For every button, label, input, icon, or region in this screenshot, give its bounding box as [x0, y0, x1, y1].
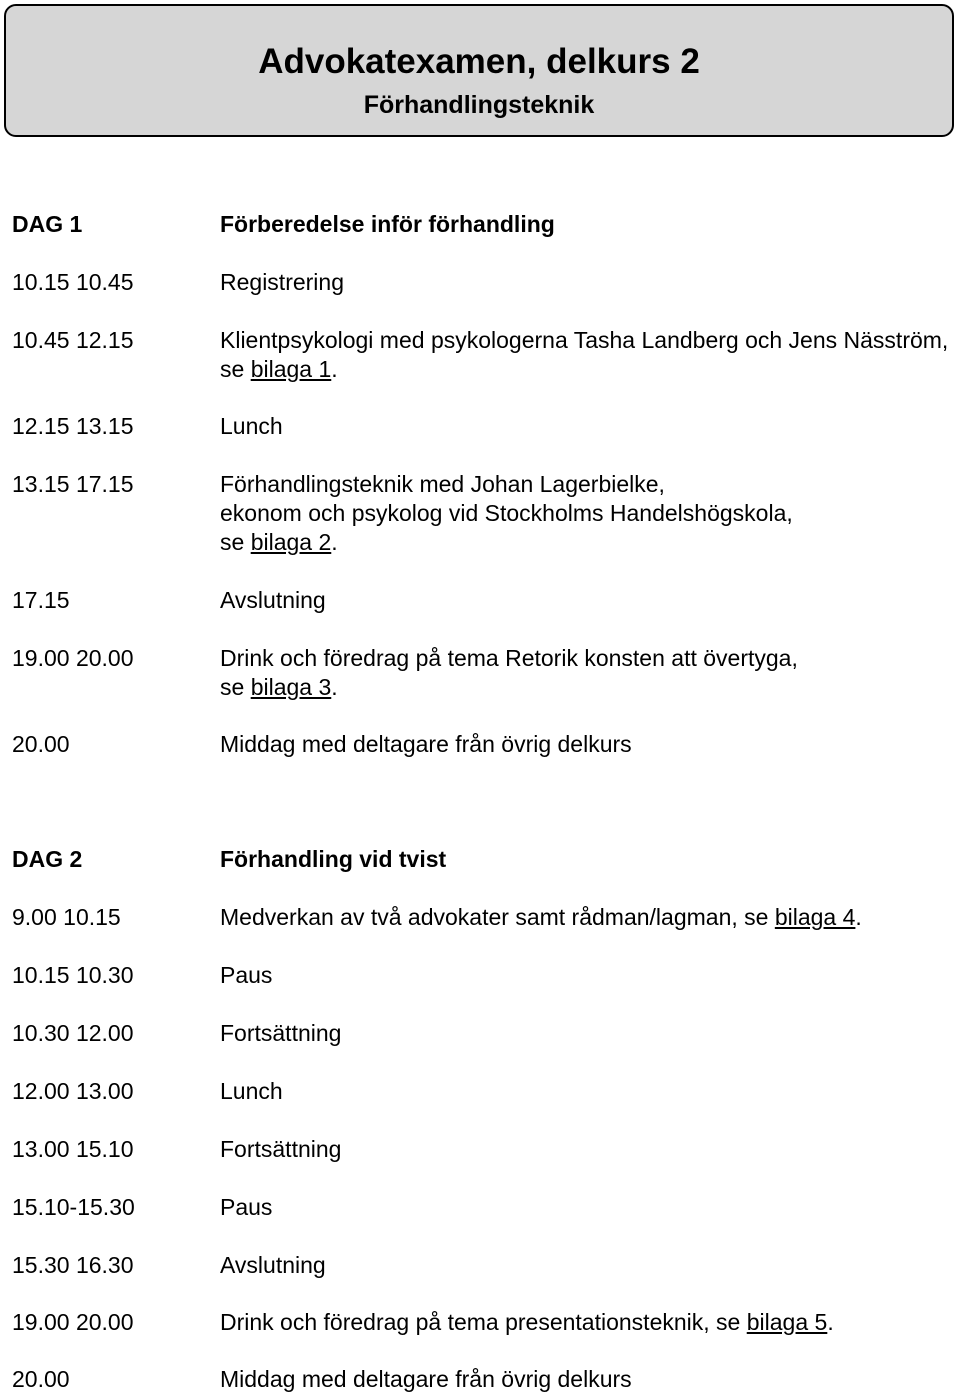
- row-text: Lunch: [220, 1078, 283, 1104]
- row-description: [220, 903, 950, 932]
- row-text-line3: [220, 528, 950, 557]
- row-time: 20.00: [12, 1366, 70, 1392]
- row-time: 15.10-15.30: [12, 1194, 135, 1220]
- row-text: Drink och föredrag på tema Retorik konsten att övertyga,: [220, 645, 798, 671]
- row-time: 17.15: [12, 587, 70, 613]
- row-text-suffix: .: [331, 674, 338, 700]
- day1-label: DAG 1: [12, 211, 83, 237]
- row-time: 12.15 13.15: [12, 413, 134, 439]
- row-time: 13.00 15.10: [12, 1136, 134, 1162]
- row-description: [220, 1308, 950, 1337]
- row-text-suffix: .: [331, 529, 338, 555]
- row-text-suffix: .: [855, 904, 862, 930]
- row-text-prefix: se: [220, 529, 251, 555]
- row-text: Klientpsykologi med psykologerna Tasha Landberg och Jens Näsström, se: [220, 327, 949, 382]
- row-time: 20.00: [12, 731, 70, 757]
- row-time: 10.15 10.30: [12, 962, 134, 988]
- row-text: Avslutning: [220, 1252, 326, 1278]
- row-text: Drink och föredrag på tema presentationsteknik, se: [220, 1309, 747, 1335]
- bilaga-link[interactable]: bilaga 1: [250, 356, 332, 382]
- row-text-line2: [220, 673, 950, 702]
- row-time: 12.00 13.00: [12, 1078, 134, 1104]
- row-text: Avslutning: [220, 587, 326, 613]
- row-text: Förhandlingsteknik med Johan Lagerbielke,: [220, 471, 665, 497]
- row-time: 10.15 10.45: [12, 269, 134, 295]
- row-description: [220, 644, 950, 702]
- row-text: Medverkan av två advokater samt rådman/lagman, se: [220, 904, 775, 930]
- bilaga-link[interactable]: bilaga 4: [774, 904, 856, 930]
- row-time: 15.30 16.30: [12, 1252, 134, 1278]
- page-title: Advokatexamen, delkurs 2: [258, 42, 700, 81]
- row-time: 10.30 12.00: [12, 1020, 134, 1046]
- row-text-suffix: .: [331, 356, 338, 382]
- row-text: Lunch: [220, 413, 283, 439]
- row-text: Paus: [220, 1194, 273, 1220]
- row-text: Paus: [220, 962, 273, 988]
- row-description: [220, 326, 950, 384]
- page-subtitle: Förhandlingsteknik: [363, 91, 595, 119]
- day1-heading: Förberedelse inför förhandling: [220, 211, 555, 237]
- row-text-line2: ekonom och psykolog vid Stockholms Handelshögskola,: [220, 500, 793, 526]
- row-time: 13.15 17.15: [12, 471, 134, 497]
- bilaga-link[interactable]: bilaga 3: [250, 674, 332, 700]
- row-text-suffix: .: [827, 1309, 834, 1335]
- row-text: Middag med deltagare från övrig delkurs: [220, 1366, 632, 1392]
- row-time: 19.00 20.00: [12, 1309, 134, 1335]
- row-description: [220, 470, 950, 557]
- day2-label: DAG 2: [12, 846, 83, 872]
- row-time: 10.45 12.15: [12, 327, 134, 353]
- bilaga-link[interactable]: bilaga 2: [250, 529, 332, 555]
- bilaga-link[interactable]: bilaga 5: [746, 1309, 828, 1335]
- row-text: Middag med deltagare från övrig delkurs: [220, 731, 632, 757]
- row-text: Fortsättning: [220, 1136, 342, 1162]
- row-text: Registrering: [220, 269, 344, 295]
- row-time: 9.00 10.15: [12, 904, 121, 930]
- header-box: [4, 4, 954, 137]
- row-text: Fortsättning: [220, 1020, 342, 1046]
- day2-heading: Förhandling vid tvist: [220, 846, 447, 872]
- row-text-prefix: se: [220, 674, 251, 700]
- row-time: 19.00 20.00: [12, 645, 134, 671]
